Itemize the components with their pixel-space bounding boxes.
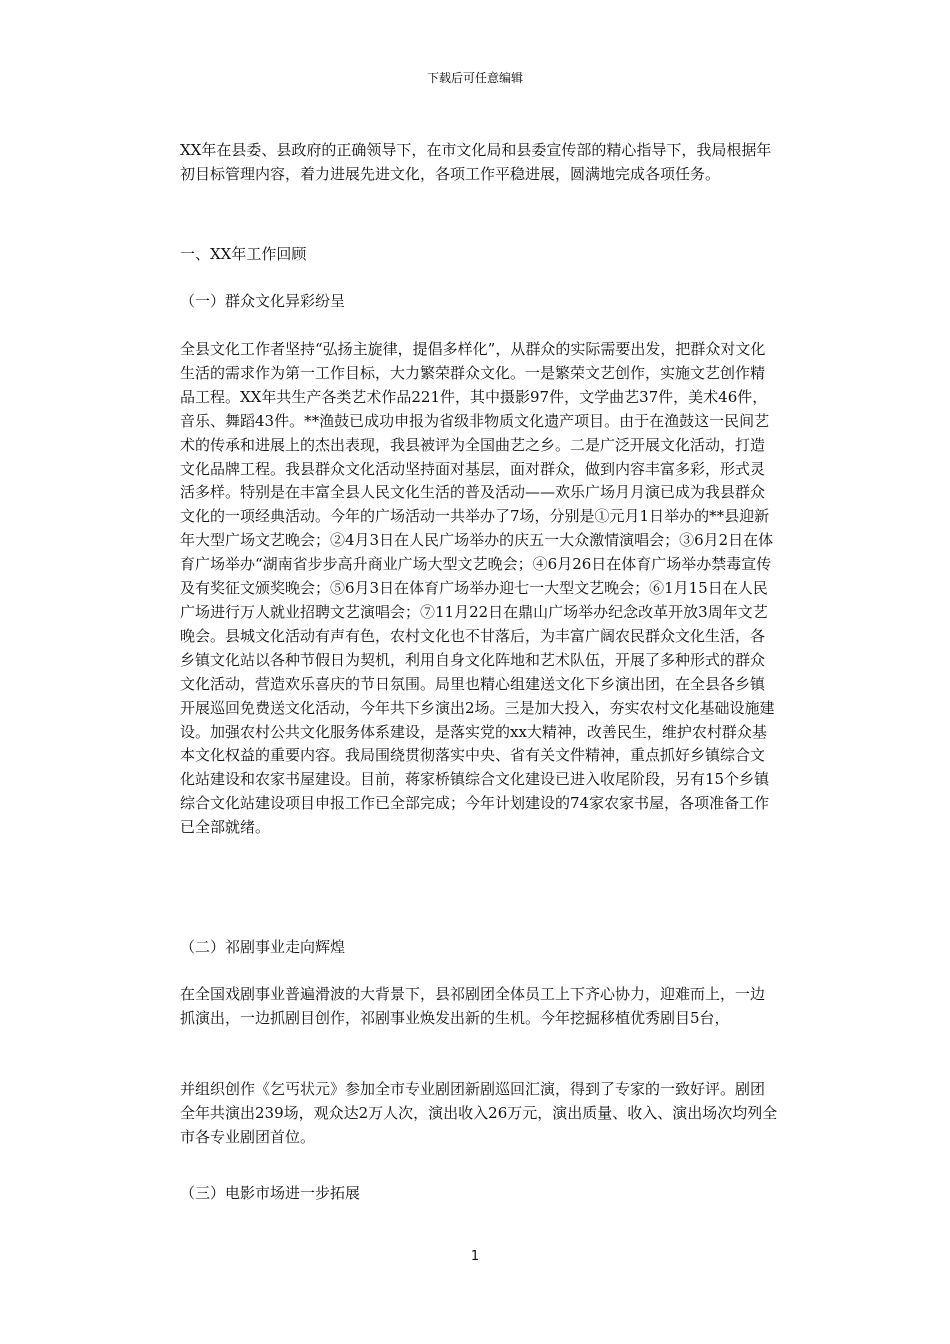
subsection-1-paragraph: 全县文化工作者坚持“弘扬主旋律，提倡多样化”，从群众的实际需要出发，把群众对文化生活的需求作为第一工作目标，大力繁荣群众文化。一是繁荣文艺创作，实施文艺创作精品工程。XX年共生产各类艺术作品221件，其中摄影97件，文学曲艺37件，美术46件，音乐、舞蹈43件。**渔鼓已成功申报为省级非物质文化遗产项目。由于在渔鼓这一民间艺术的传承和进展上的杰出表现，我县被评为全国曲艺之乡。二是广泛开展文化活动，打造文化品牌工程。我县群众文化活动坚持面对基层，面对群众，做到内容丰富多彩，形式灵活多样。特别是在丰富全县人民文化生活的普及活动——欢乐广场月月演已成为我县群众文化的一项经典活动。今年的广场活动一共举办了7场，分别是①元月1日举办的**县迎新年大型广场文艺晚会；②4月3日在人民广场举办的庆五一大众激情演唱会；③6月2日在体育广场举办“湖南省步步高升商业广场大型文艺晚会；④6月26日在体育广场举办禁毒宣传及有奖征文颁奖晚会；⑤6月3日在体育广场举办迎七一大型文艺晚会；⑥1月15日在人民广场进行万人就业招聘文艺演唱会；⑦11月22日在鼎山广场举办纪念改革开放3周年文艺晚会。县城文化活动有声有色，农村文化也不甘落后，为丰富广阔农民群众文化生活，各乡镇文化站以各种节假日为契机，利用自身文化阵地和艺术队伍，开展了多种形式的群众文化活动，营造欢乐喜庆的节日氛围。局里也精心组建送文化下乡演出团，在全县各乡镇开展巡回免费送文化活动，今年共下乡演出2场。三是加大投入，夯实农村文化基础设施建设。加强农村公共文化服务体系建设，是落实党的xx大精神，改善民生，维护农村群众基本文化权益的重要内容。我局围绕贯彻落实中央、省有关文件精神，重点抓好乡镇综合文化站建设和农家书屋建设。目前，蒋家桥镇综合文化建设已进入收尾阶段，另有15个乡镇综合文化站建设项目申报工作已全部完成；今年计划建设的74家农家书屋，各项准备工作已全部就绪。: [180, 340, 775, 837]
subsection-2-paragraph-2: 并组织创作《乞丐状元》参加全市专业剧团新剧巡回汇演，得到了专家的一致好评。剧团全年共演出239场，观众达2万人次，演出收入26万元，演出质量、收入、演出场次均列全市各专业剧团首位。: [180, 1080, 778, 1146]
page-number: 1: [470, 1249, 480, 1264]
subsection-3-heading: （三）电影市场进一步拓展: [180, 1184, 361, 1202]
section-1-heading: 一、XX年工作回顾: [180, 245, 307, 263]
subsection-2-heading: （二）祁剧事业走向辉煌: [180, 938, 346, 956]
intro-paragraph: XX年在县委、县政府的正确领导下，在市文化局和县委宣传部的精心指导下，我局根据年初目标管理内容，着力进展先进文化，各项工作平稳进展，圆满地完成各项任务。: [180, 141, 772, 183]
page-header: 下载后可任意编辑: [426, 71, 523, 85]
subsection-1-heading: （一）群众文化异彩纷呈: [180, 292, 346, 310]
subsection-2-paragraph-1: 在全国戏剧事业普遍滑波的大背景下，县祁剧团全体员工上下齐心协力，迎难而上，一边抓演出，一边抓剧目创作，祁剧事业焕发出新的生机。今年挖掘移植优秀剧目5台，: [180, 985, 766, 1027]
